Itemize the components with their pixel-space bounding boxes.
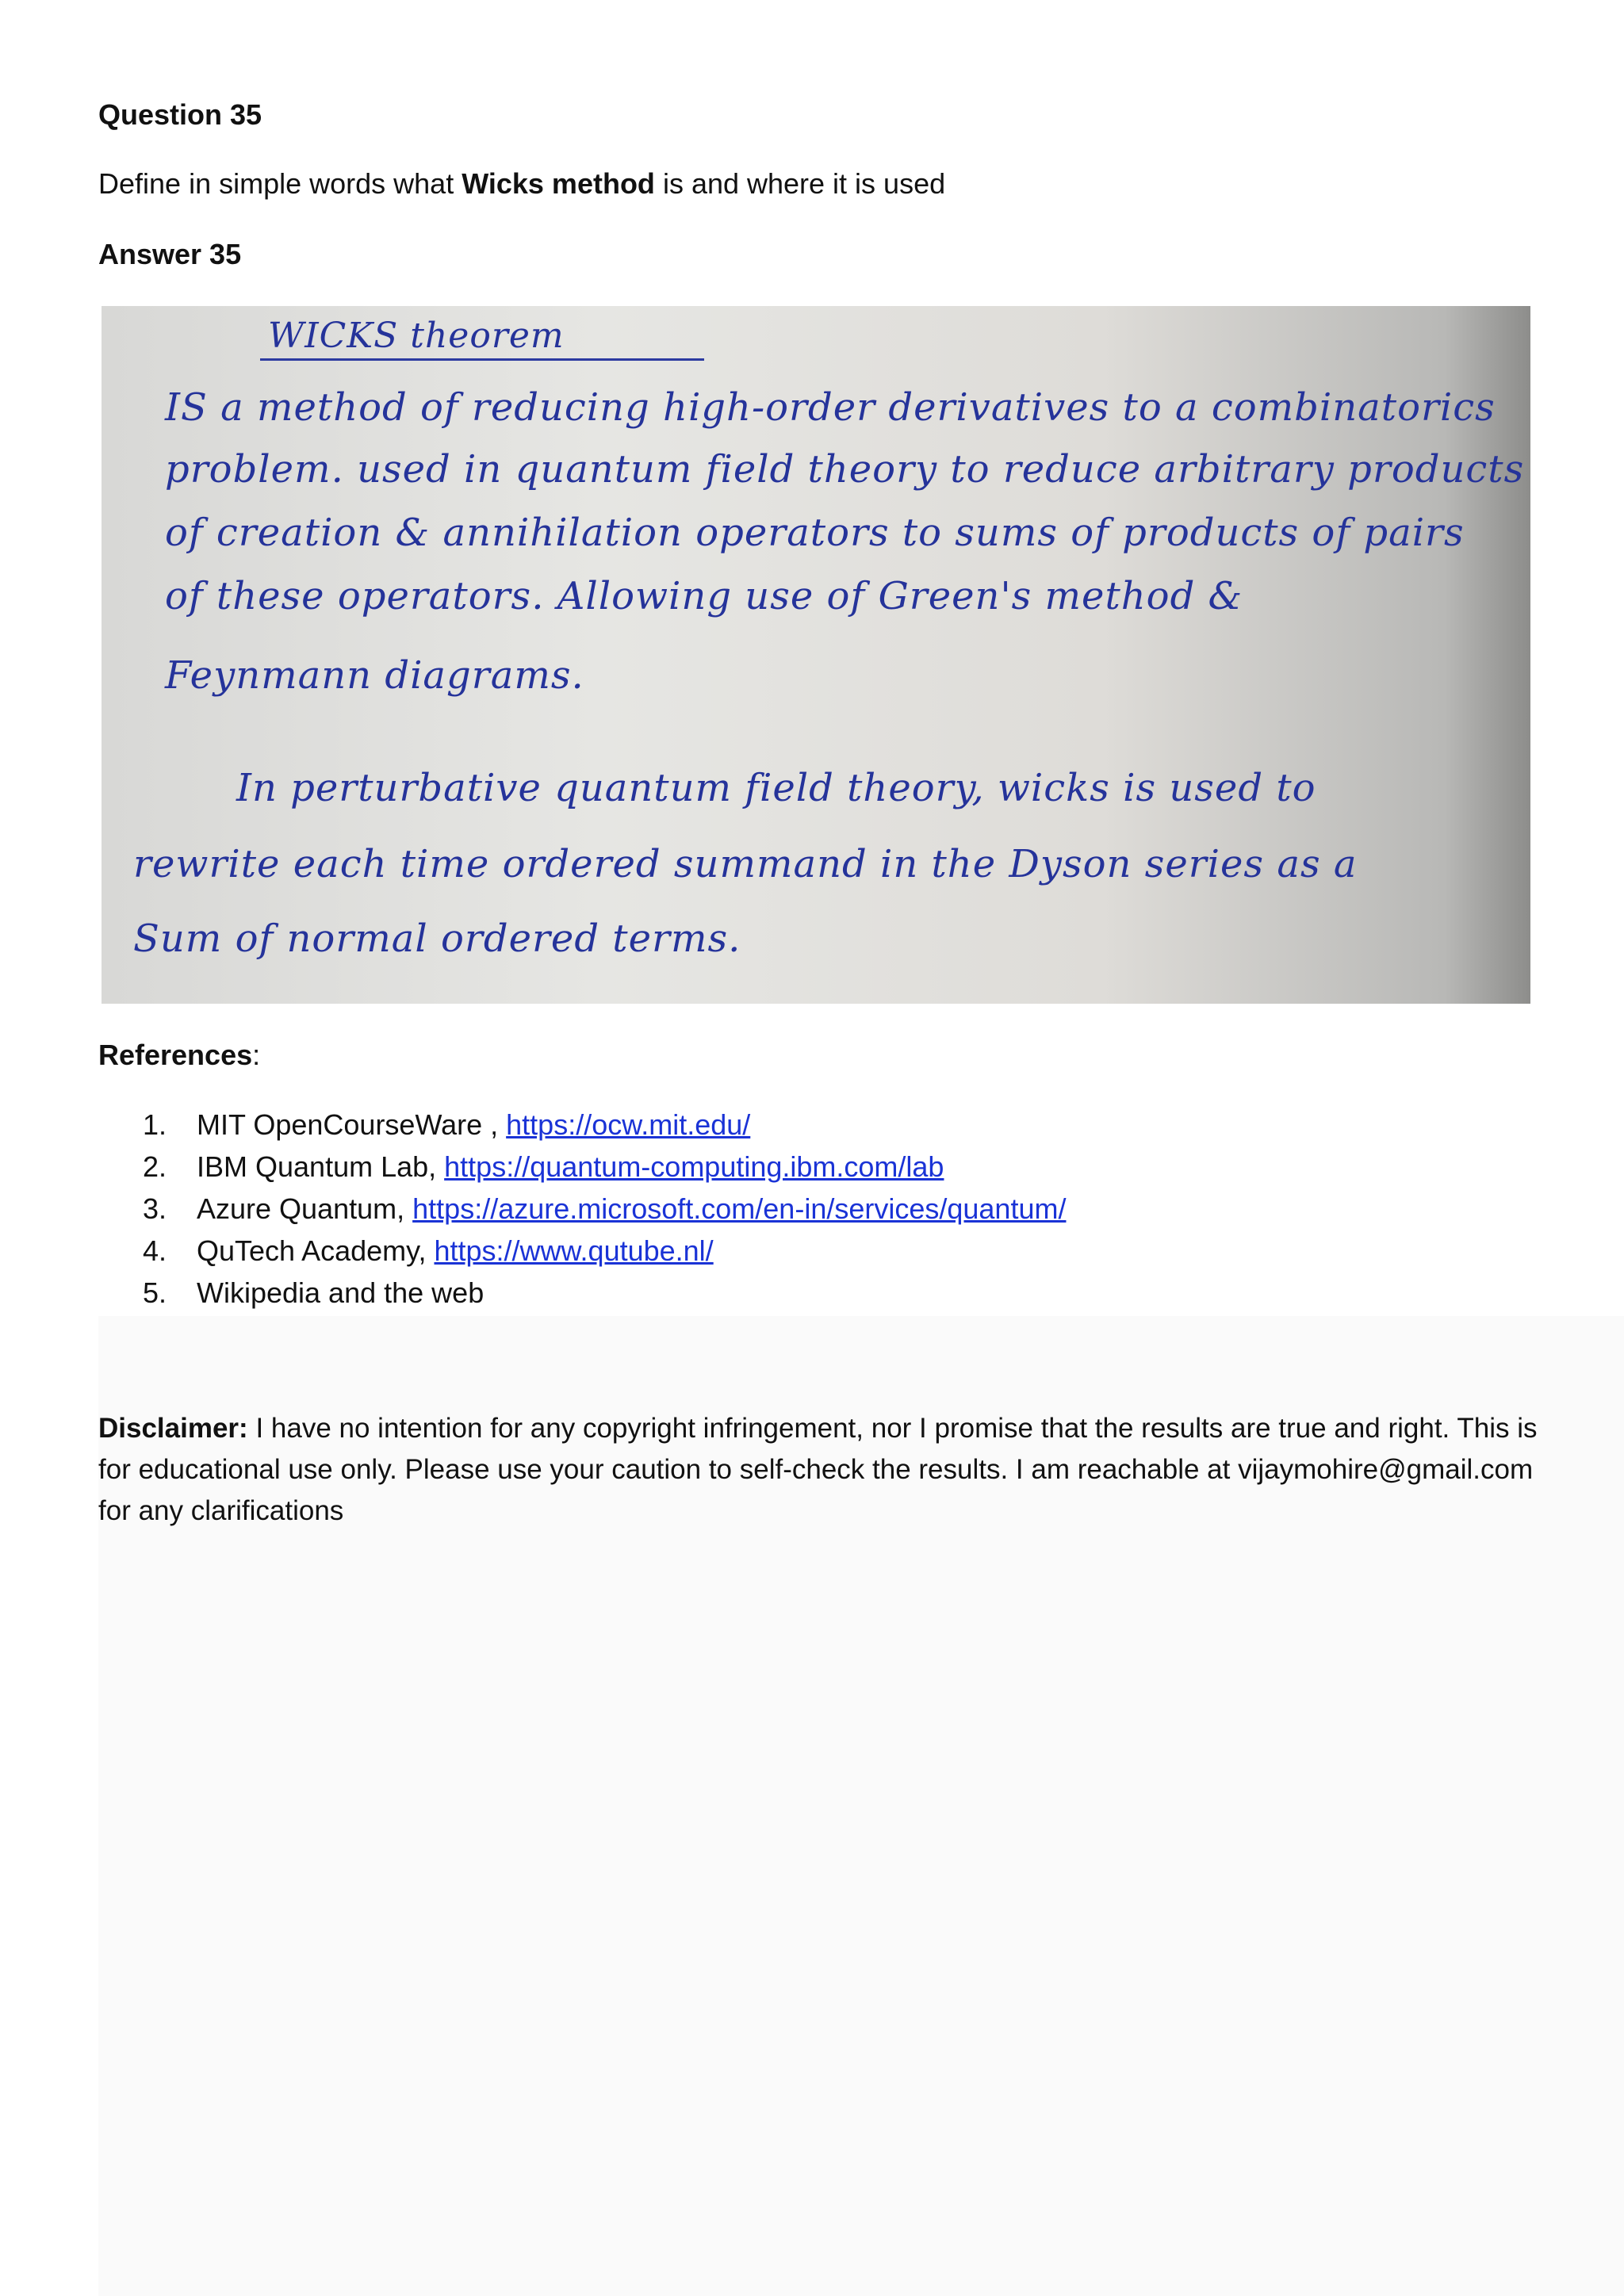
handwritten-title-underline [260,358,704,361]
reference-item [143,1272,1066,1314]
handwritten-line-6: In perturbative quantum field theory, wicks is used to [236,766,1316,810]
reference-text: QuTech Academy, [197,1234,435,1267]
handwritten-line-3: of creation & annihilation operators to sums of products of pairs [165,511,1465,555]
reference-link-qutech[interactable]: https://www.qutube.nl/ [434,1234,714,1267]
reference-item [143,1104,1066,1146]
question-text-prefix: Define in simple words what [98,167,462,200]
handwritten-title: WICKS theorem [268,316,565,356]
question-title: Question 35 [98,98,262,131]
question-text [98,164,945,204]
reference-item [143,1230,1066,1272]
reference-text: Azure Quantum, [197,1192,413,1225]
handwritten-line-4: of these operators. Allowing use of Green's method & [165,574,1243,618]
reference-link-azure[interactable]: https://azure.microsoft.com/en-in/services/quantum/ [412,1192,1067,1225]
references-colon: : [252,1039,261,1071]
reference-text: Wikipedia and the web [197,1276,485,1309]
reference-item [143,1188,1066,1230]
handwritten-answer-photo [102,306,1530,1004]
references-heading [98,1035,260,1075]
disclaimer-label: Disclaimer: [98,1413,248,1444]
reference-number: 2. [143,1150,167,1183]
handwritten-line-7: rewrite each time ordered summand in the Dyson series as a [133,842,1358,886]
handwritten-line-5: Feynmann diagrams. [165,653,584,698]
reference-number: 5. [143,1276,167,1309]
handwritten-line-8: Sum of normal ordered terms. [133,916,741,961]
handwritten-line-1: IS a method of reducing high-order derivatives to a combinatorics [165,385,1496,430]
reference-item [143,1146,1066,1188]
reference-link-ibm[interactable]: https://quantum-computing.ibm.com/lab [444,1150,944,1183]
question-text-suffix: is and where it is used [654,167,946,200]
references-label: References [98,1039,253,1071]
reference-link-mit[interactable]: https://ocw.mit.edu/ [506,1108,751,1141]
reference-number: 1. [143,1108,167,1141]
references-list [143,1104,1066,1314]
reference-text: MIT OpenCourseWare , [197,1108,507,1141]
disclaimer-text: I have no intention for any copyright infringement, nor I promise that the results are true and right. This is for educational use only. Please use your caution to self-check the results. I am reachable at vijaymohire@gmail.com for any clarifications [98,1413,1538,1526]
reference-number: 3. [143,1192,167,1225]
handwritten-line-2: problem. used in quantum field theory to reduce arbitrary products [165,447,1525,492]
reference-text: IBM Quantum Lab, [197,1150,445,1183]
disclaimer [98,1408,1542,1532]
reference-number: 4. [143,1234,167,1267]
question-text-bold: Wicks method [462,167,655,200]
answer-title: Answer 35 [98,238,242,270]
